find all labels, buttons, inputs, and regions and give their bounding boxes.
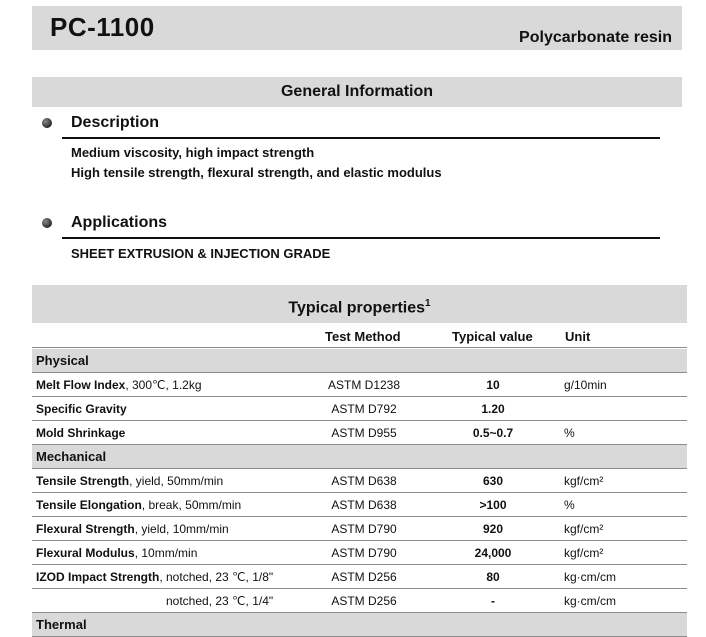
unit: kg·cm/cm: [564, 570, 616, 584]
test-method: ASTM D256: [331, 570, 397, 584]
col-unit: Unit: [565, 329, 591, 344]
property-name: Flexural Strength, yield, 10mm/min: [36, 522, 229, 536]
category-label: Thermal: [36, 617, 87, 632]
category-label: Mechanical: [36, 449, 107, 464]
property-name: Melt Flow Index, 300℃, 1.2kg: [36, 378, 202, 392]
property-name: Mold Shrinkage: [36, 426, 126, 440]
property-name: IZOD Impact Strength, notched, 23 ℃, 1/8": [36, 570, 274, 584]
applications-text: SHEET EXTRUSION & INJECTION GRADE: [71, 246, 331, 261]
title-bar: [32, 6, 682, 50]
unit: %: [564, 426, 575, 440]
table-row: [32, 469, 687, 493]
category-row: [32, 445, 687, 469]
typical-value: -: [491, 594, 495, 608]
product-type: Polycarbonate resin: [519, 29, 672, 46]
table-row: [32, 373, 687, 397]
typical-value: 10: [486, 378, 500, 392]
divider: [62, 137, 660, 139]
table-row: [32, 589, 687, 613]
unit: kgf/cm²: [564, 474, 604, 488]
description-heading: Description: [71, 114, 160, 131]
table-row: [32, 541, 687, 565]
property-name: Tensile Strength, yield, 50mm/min: [36, 474, 224, 488]
bullet-icon: [42, 218, 52, 228]
unit: kg·cm/cm: [564, 594, 616, 608]
bullet-icon: [42, 118, 52, 128]
test-method: ASTM D638: [331, 498, 397, 512]
unit: kgf/cm²: [564, 546, 604, 560]
typical-value: 630: [482, 474, 504, 488]
table-row: [32, 565, 687, 589]
footnote-marker: 1: [425, 298, 431, 309]
typical-properties-title: Typical properties: [288, 299, 426, 317]
property-name: Flexural Modulus, 10mm/min: [36, 546, 198, 560]
table-row: [32, 493, 687, 517]
test-method: ASTM D1238: [327, 378, 401, 392]
typical-value: 0.5~0.7: [472, 426, 514, 440]
unit: kgf/cm²: [564, 522, 604, 536]
test-method: ASTM D790: [331, 522, 397, 536]
typical-value: 1.20: [481, 402, 505, 416]
col-test-method: Test Method: [325, 329, 401, 344]
test-method: ASTM D638: [331, 474, 397, 488]
property-name: notched, 23 ℃, 1/4": [166, 594, 274, 608]
test-method: ASTM D256: [331, 594, 397, 608]
typical-value: >100: [479, 498, 507, 512]
table-row: [32, 397, 687, 421]
unit: g/10min: [564, 378, 607, 392]
table-row: [32, 421, 687, 445]
typical-properties-header: [32, 285, 687, 323]
typical-value: 24,000: [474, 546, 512, 560]
applications-heading: Applications: [71, 214, 168, 231]
category-label: Physical: [36, 353, 89, 368]
general-info-header: General Information: [32, 77, 682, 107]
property-name: Specific Gravity: [36, 402, 127, 416]
product-code: PC-1100: [50, 12, 155, 42]
description-line-2: High tensile strength, flexural strength, and elastic modulus: [71, 165, 442, 180]
col-typical-value: Typical value: [452, 329, 533, 344]
unit: %: [564, 498, 575, 512]
property-name: Tensile Elongation, break, 50mm/min: [36, 498, 242, 512]
typical-value: 920: [482, 522, 504, 536]
typical-value: 80: [486, 570, 500, 584]
test-method: ASTM D792: [331, 402, 397, 416]
divider: [62, 237, 660, 239]
table-row: [32, 517, 687, 541]
table-header-divider: [32, 347, 687, 348]
description-line-1: Medium viscosity, high impact strength: [71, 145, 315, 160]
test-method: ASTM D790: [331, 546, 397, 560]
category-row: [32, 613, 687, 637]
category-row: [32, 349, 687, 373]
test-method: ASTM D955: [331, 426, 397, 440]
